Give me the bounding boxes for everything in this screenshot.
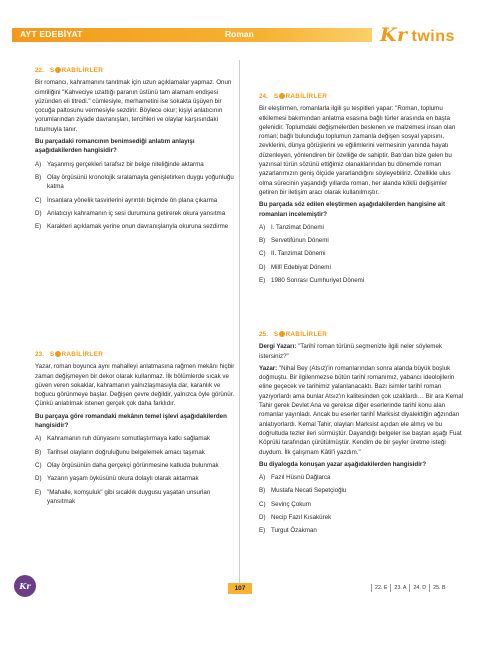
option-c[interactable]: [259, 500, 464, 509]
option-text: Sevinç Çokum: [271, 500, 311, 508]
option-text: Yaşanmış gerçekleri tarafsız bir belge niteliğinde aktarma: [47, 160, 204, 168]
answer-key-item: 22. E: [371, 584, 390, 592]
question-22: [35, 66, 235, 235]
option-text: "Mahalle, komşuluk" gibi sıcaklık duygusu yaşatan unsurları yansıtmak: [47, 488, 211, 505]
question-tag: [50, 350, 103, 359]
question-text: Bir eleştirmen, romanlarla ilgili şu tespitleri yapar: "Roman, toplumu etkilemesi bakımından anlatma esasına bağlı türler arasında en başta gelenidir. Toplumdaki değişmelerden beslenen ve malzemesi insan olan roman; bağlı bulunduğu toplumun zamanla değişen sosyal yapısını, zevklerini, dünya görüşlerini ve eğilimlerini vermesinin yanında hayatı düzenleyen, yönlendiren bir özelliğe de sahiptir. Batı'dan bize gelen bu yazınsal türün sözünü ettiğimiz olanaklarından bu dönemde roman yazarlarımızın geniş ölçüde yararlandığını söyleyebiliriz. Özellikle ulus olma sürecinin yaşandığı yıllarda roman, her alanda köklü değişimler getiren bir iletişim aracı olarak kullanılmıştır.: [259, 105, 456, 196]
question-23: [35, 350, 235, 510]
option-letter: C): [35, 196, 42, 204]
option-text: Mustafa Necati Sepetçioğlu: [271, 487, 347, 495]
option-d[interactable]: [259, 263, 464, 272]
option-d[interactable]: [259, 513, 464, 522]
tag-letter: S: [273, 93, 279, 100]
page-header: [0, 24, 480, 44]
question-tag: [274, 92, 327, 101]
question-tag: [274, 330, 327, 339]
answer-key-item: 23. A: [390, 584, 409, 592]
option-b[interactable]: [259, 486, 464, 495]
option-a[interactable]: [259, 473, 464, 482]
brand-badge-icon: Kr: [14, 575, 36, 597]
dialog-line: [259, 364, 464, 457]
option-e[interactable]: [35, 222, 235, 231]
option-letter: A): [259, 223, 266, 231]
option-c[interactable]: [259, 249, 464, 258]
answer-key-item: 25. B: [429, 584, 448, 592]
question-header: [259, 92, 464, 101]
question-number: 22.: [35, 67, 44, 74]
option-letter: E): [259, 277, 266, 285]
question-number: 25.: [259, 331, 268, 338]
option-c[interactable]: [35, 461, 235, 470]
question-header: [35, 350, 235, 359]
option-d[interactable]: [35, 209, 235, 218]
question-number: 24.: [259, 93, 268, 100]
answer-key: [371, 584, 449, 592]
question-24: [259, 92, 464, 289]
dialog-line: [259, 342, 464, 361]
question-header: [35, 66, 235, 75]
option-text: Turgut Özakman: [271, 527, 317, 535]
question-stem: Bu parçaya göre romandaki mekânın temel işlevi aşağıdakilerden hangisidir?: [35, 412, 227, 430]
question-number: 23.: [35, 351, 44, 358]
question-stem: Bu parçadaki romancının benimsediği anlatım anlayışı aşağıdakilerden hangisidir?: [35, 138, 195, 155]
option-letter: D): [35, 475, 42, 483]
tag-rest: RABİLİRLER: [285, 331, 328, 338]
answer-key-item: 24. D: [409, 584, 429, 592]
option-text: Kahramanın ruh dünyasını somutlaştırmaya katkı sağlamak: [47, 435, 211, 443]
option-letter: E): [259, 527, 266, 535]
option-text: Tarihsel olayların doğruluğunu belgelemek amacı taşımak: [47, 448, 205, 456]
question-stem: Bu diyalogda konuşan yazar aşağıdakilerden hangisidir?: [259, 460, 427, 468]
option-letter: B): [35, 448, 42, 456]
logo-prefix: Kr: [380, 24, 408, 46]
column-divider: [239, 60, 240, 590]
option-text: Fazıl Hüsnü Dağlarca: [271, 474, 331, 482]
option-text: II. Tanzimat Dönemi: [271, 250, 326, 258]
option-text: Necip Fazıl Kısakürek: [271, 514, 332, 522]
speaker: Dergi Yazarı:: [259, 343, 297, 351]
option-c[interactable]: [35, 196, 235, 205]
subject-title: AYT EDEBİYAT: [20, 29, 83, 39]
option-e[interactable]: [35, 488, 235, 507]
option-text: Yazarın yaşam öyküsünü okura dolaylı olarak aktarmak: [47, 475, 199, 483]
option-letter: E): [35, 488, 42, 496]
speech: "Tarihî roman türünü seçmenizle ilgili neler söylemek istersiniz?": [259, 343, 442, 360]
topic-title: Roman: [225, 29, 254, 39]
tag-rest: RABİLİRLER: [61, 67, 104, 74]
option-text: Karakteri açıklamak yerine onun davranışlarıyla okuruna sezdirme: [47, 223, 229, 231]
question-header: [259, 330, 464, 339]
option-letter: E): [35, 223, 42, 231]
option-letter: A): [35, 435, 42, 443]
option-letter: B): [259, 237, 266, 245]
speaker: Yazar:: [259, 364, 278, 372]
page-number: 107: [228, 583, 252, 594]
option-letter: D): [35, 209, 42, 217]
option-letter: C): [35, 461, 42, 469]
logo-word: twins: [411, 28, 455, 45]
question-stem: Bu parçada söz edilen eleştirmen aşağıdakilerden hangisine ait romanları incelemiştir?: [259, 201, 446, 218]
option-b[interactable]: [35, 173, 235, 192]
tag-letter: S: [273, 331, 279, 338]
option-text: I. Tanzimat Dönemi: [271, 223, 324, 231]
option-text: Olay örgüsünün daha gerçekçi görünmesine katkıda bulunmak: [47, 461, 219, 469]
tag-rest: RABİLİRLER: [61, 351, 104, 358]
option-letter: B): [259, 487, 266, 495]
option-letter: B): [35, 173, 42, 181]
tag-letter: S: [49, 351, 55, 358]
option-a[interactable]: [35, 434, 235, 443]
question-tag: [50, 66, 103, 75]
option-a[interactable]: [259, 223, 464, 232]
option-letter: D): [259, 263, 266, 271]
question-25: [259, 330, 464, 540]
tag-letter: S: [49, 67, 55, 74]
question-text: Bir romancı, kahramanını tanıtmak için uzun açıklamalar yapmaz. Onun cimriliğini "Kahveciye uzattığı paranın üstünü tam alamam endişesi yüzünden eli titredi." cümlesiyle, merhametini ise sokakta üşüyen bir çocuğa paltosunu vermesiyle sezdirir. Böylece okur; kişiyi anlatıcının yorumlarından ziyade davranışları, tercihleri ve olaylar karşısındaki tutumuyla tanır.: [35, 79, 232, 133]
option-text: İnsanlara yönelik tasvirlerini ayrıntılı biçimde ön plana çıkarma: [47, 196, 218, 204]
tag-rest: RABİLİRLER: [285, 93, 328, 100]
option-letter: C): [259, 250, 266, 258]
speech: "Nihal Bey (Atsız)'in romanlarından sonra alanda büyük boşluk doğmuştu. Bir ilgilenmezse bütün tarihî romanımız, yabancı ideolojilerin eline geçecek ve tarihimiz yalanlanacaktı. Bazı isimler tarihî roman yazıyorlardı ama bunlar Atsız'ın kalitesinden çok uzaklardı… Bir ara Kemal Tahir gerek Devlet Ana ve gerekse diğer eserlerinde tarihî konu alan romanlar yayınladı. Ancak bu eserler tarihî Marksist diyalektiğin ağzından anlatıyorlardı. Kemal Tahir, olayları Marksist açıdan ele almış ve bu doğrultuda tezler ileri sürmüştür. Dayandığı belgeler ise baştan aşağı Fuat Köprülü tarafından çürütülmüştür. Kendim de bir şeyler üretme isteği duydum. İlk çalışmam Kâtil'i yazdım.": [259, 364, 464, 456]
option-letter: A): [35, 160, 42, 168]
option-d[interactable]: [35, 474, 235, 483]
option-letter: A): [259, 474, 266, 482]
option-text: Olay örgüsünü kronolojik sıralamayla genişletirken duygu yoğunluğu katma: [47, 173, 234, 191]
option-text: Millî Edebiyat Dönemi: [271, 263, 331, 271]
option-a[interactable]: [35, 160, 235, 169]
option-b[interactable]: [259, 236, 464, 245]
option-text: Anlatıcıyı kahramanın iç sesi durumuna getirerek okura yansıtma: [47, 209, 226, 217]
option-letter: C): [259, 500, 266, 508]
option-letter: D): [259, 514, 266, 522]
option-text: Servetifünun Dönemi: [271, 237, 329, 245]
option-b[interactable]: [35, 448, 235, 457]
question-text: Yazar, roman boyunca aynı mahalleyi anlatmasına rağmen mekânı hiçbir zaman değişmeyen bir dekor olarak kullanmaz. İlk bölümlerde sıcak ve güven veren sokaklar, kahramanın yalnızlaşmasıyla dar, karanlık ve boğucu görünmeye başlar. Değişen çevre değildir, yalnızca öyle görünür. Çünkü anlatılmak istenen gerçek çok daha farklıdır.: [35, 363, 235, 408]
option-e[interactable]: [259, 276, 464, 285]
option-e[interactable]: [259, 526, 464, 535]
brand-logo: [380, 24, 455, 46]
option-text: 1980 Sonrası Cumhuriyet Dönemi: [271, 277, 365, 285]
